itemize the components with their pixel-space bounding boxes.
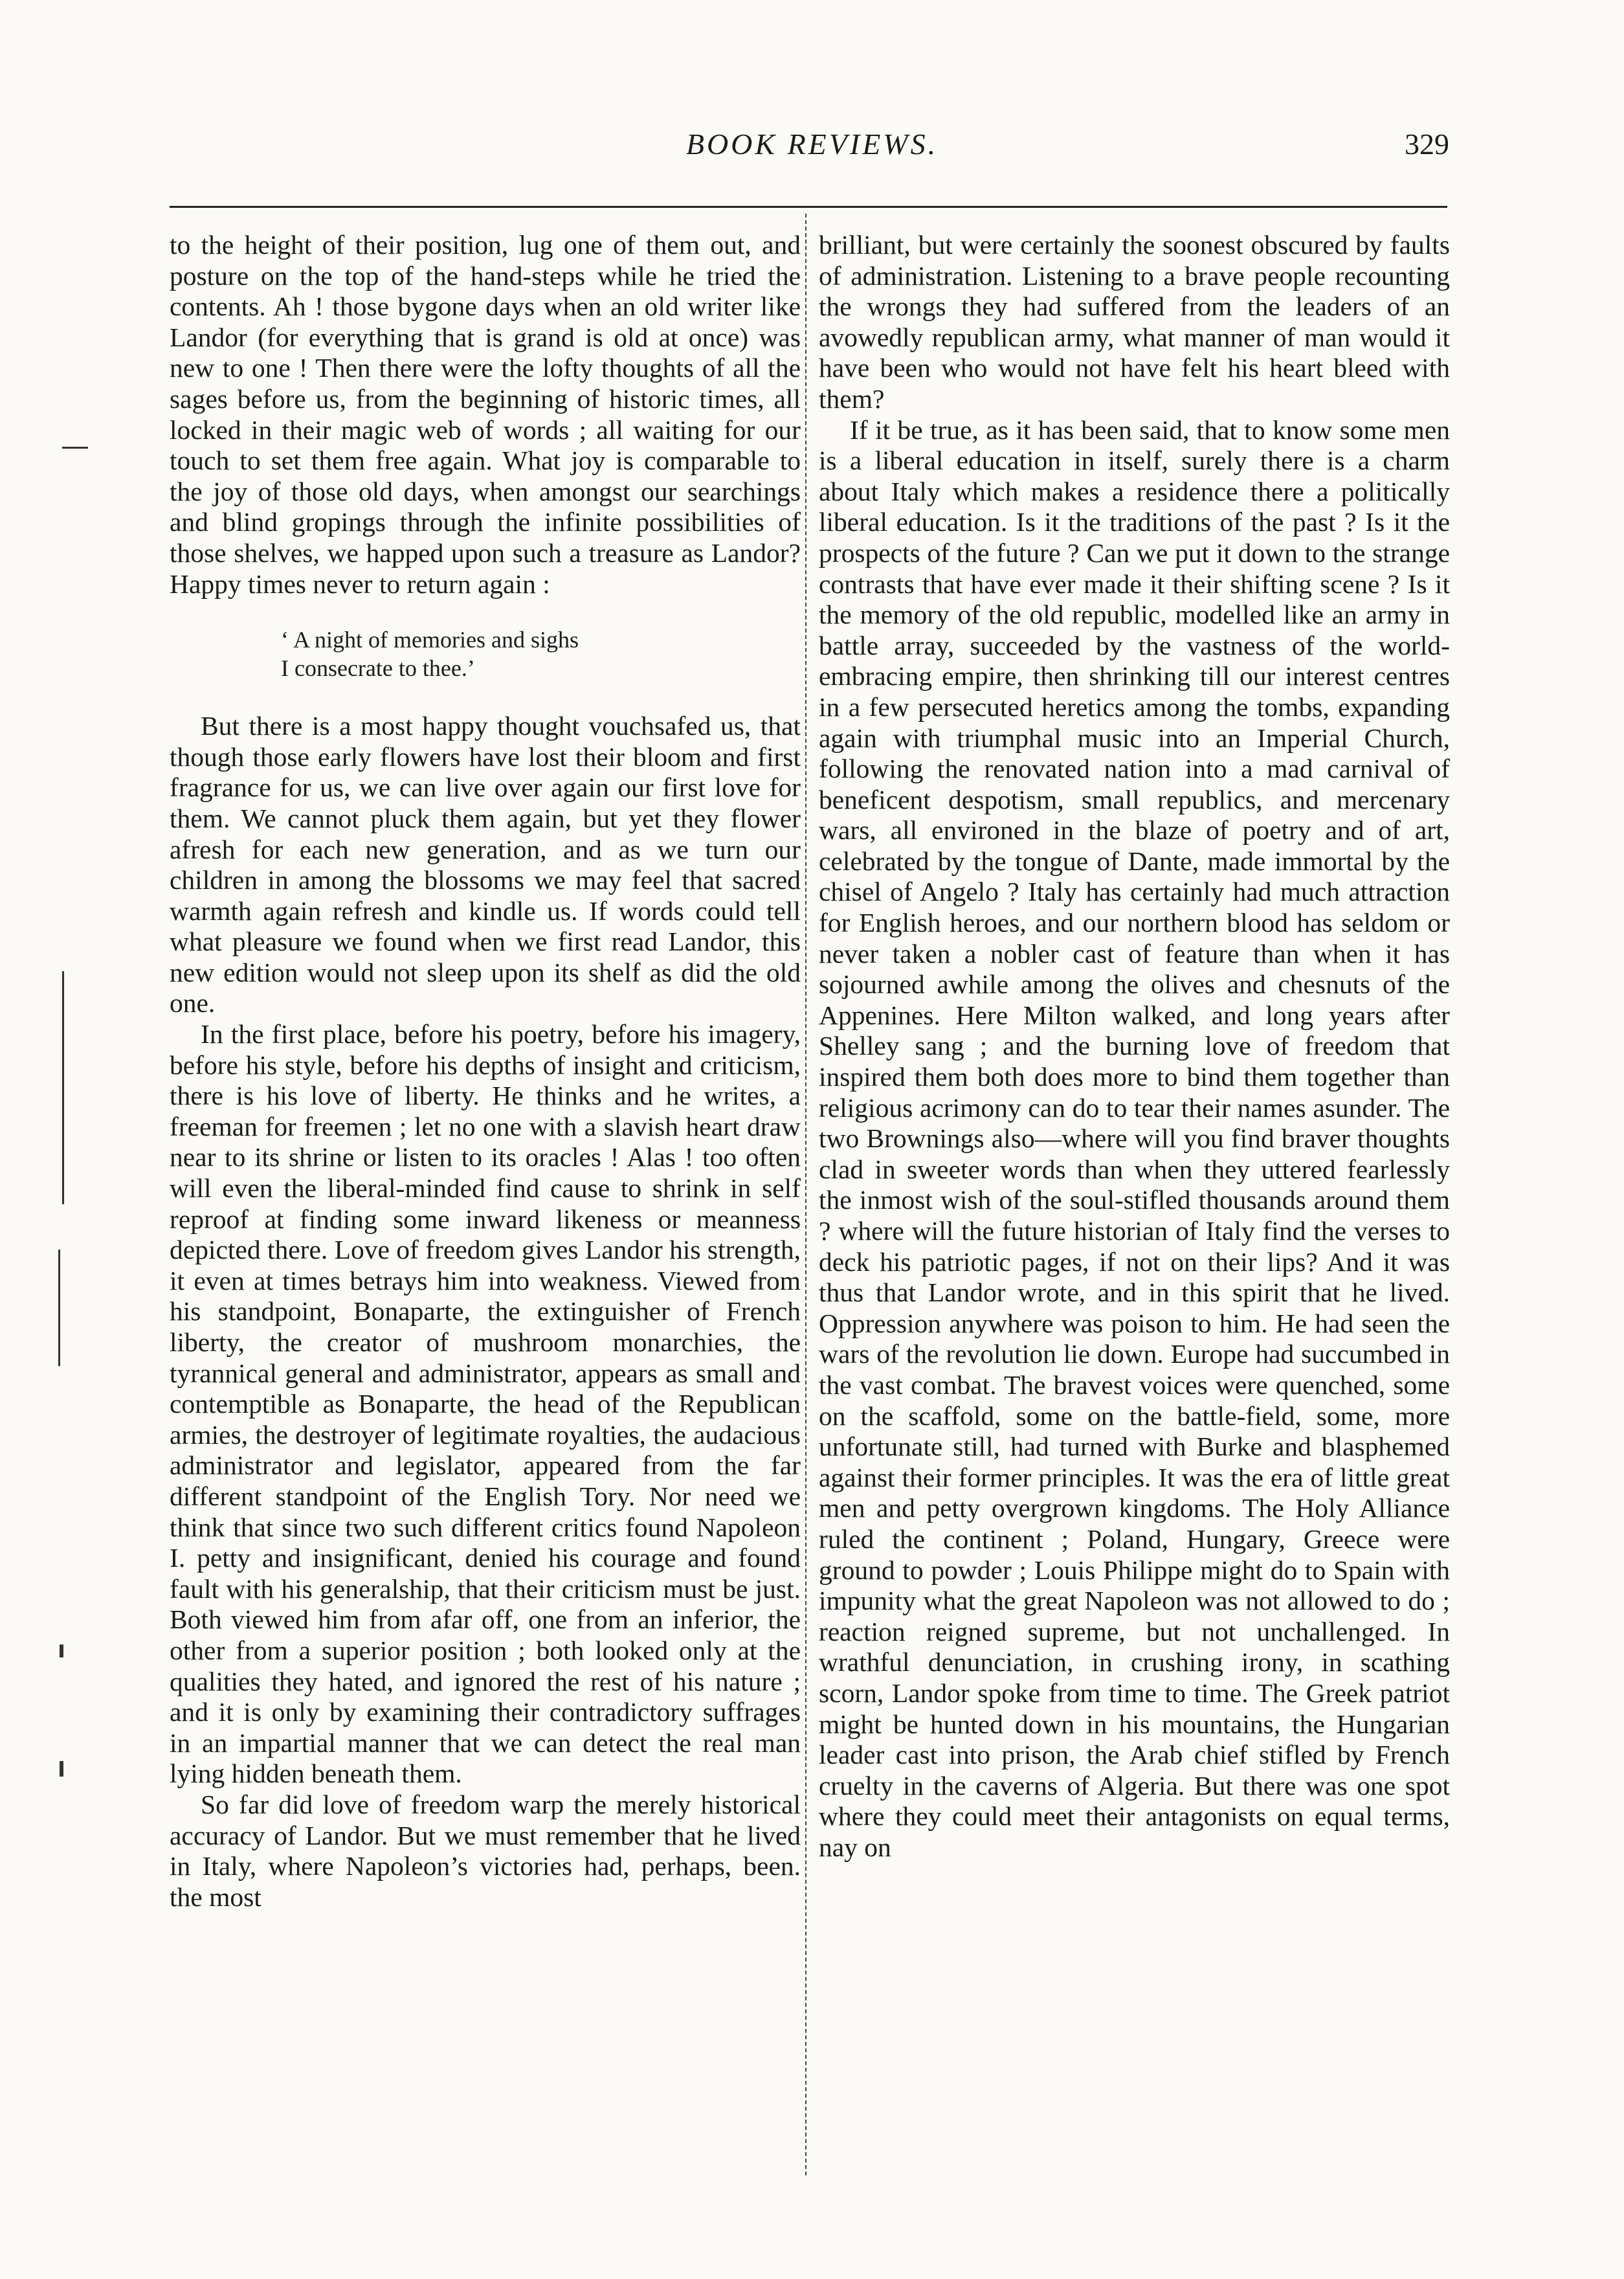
header-rule: [170, 206, 1447, 208]
paragraph: If it be true, as it has been said, that to know some men is a liberal education in itself, surely there is a charm about Italy which makes a residence there a politically liberal education. Is it the traditions of the past ? Is it the prospects of the future ? Can we put it down to the strange contrasts that have ever made it their shifting scene ? Is it the memory of the old republic, modelled like an army in battle array, succeeded by the vastness of the world-embracing empire, then shrinking till our interest centres in a few persecuted heretics among the tombs, expanding again with triumphal music into an Imperial Church, following the renovated nation into a mad carnival of beneficent despotism, small republics, and mercenary wars, all environed in the blaze of poetry and of art, celebrated by the tongue of Dante, made immortal by the chisel of Angelo ? Italy has certainly had much attraction for English heroes, and our northern blood has seldom or never taken a nobler cast of feature than when it has sojourned awhile among the olives and chesnuts of the Appenines. Here Milton walked, and long years after Shelley sang ; and the burning love of freedom that inspired them both does more to bind them together than religious acrimony can do to tear their names asunder. The two Brownings also—where will you find braver thoughts clad in sweeter words than when they uttered fearlessly the inmost wish of the soul-stifled thousands around them ? where will the future historian of Italy find the verses to deck his patriotic pages, if not on their lips? And it was thus that Landor wrote, and in this spirit that he lived. Oppression anywhere was poison to him. He had seen the wars of the revolution lie down. Europe had succumbed in the vast combat. The bravest voices were quenched, some on the scaffold, some on the battle-field, some, more unfortunate still, had turned with Burke and blasphemed against their former principles. It was the era of little great men and petty overgrown kingdoms. The Holy Alliance ruled the continent ; Poland, Hungary, Greece were ground to powder ; Louis Philippe might do to Spain with impunity what the great Napoleon was not allowed to do ; reaction reigned supreme, but not unchallenged. In wrathful denunciation, in crushing irony, in scathing scorn, Landor spoke from time to time. The Greek patriot might be hunted down in his mountains, the Hungarian leader cast into prison, the Arab chief stifled by French cruelty in the caverns of Algeria. But there was one spot where they could meet their antagonists on equal terms, nay on: [819, 414, 1450, 1862]
paragraph: So far did love of freedom warp the merely historical accuracy of Landor. But we must remember that he lived in Italy, where Napoleon’s victories had, perhaps, been. the most: [170, 1789, 801, 1912]
scan-mark: [62, 971, 64, 1204]
scan-mark: [58, 1250, 60, 1366]
paragraph: to the height of their position, lug one of them out, and posture on the top of the hand-steps while he tried the contents. Ah ! those bygone days when an old writer like Landor (for everything that is grand is old at once) was new to one ! Then there were the lofty thoughts of all the sages before us, from the beginning of historic times, all locked in their magic web of words ; all waiting for our touch to set them free again. What joy is comparable to the joy of those old days, when amongst our searchings and blind gropings through the infinite possibilities of those shelves, we happed upon such a treasure as Landor? Happy times never to return again :: [170, 230, 801, 599]
verse-line: I consecrate to thee.’: [281, 655, 475, 682]
running-head: [0, 127, 1624, 179]
scan-mark: [60, 1761, 63, 1777]
page-number: 329: [1405, 128, 1449, 161]
verse-quote: [170, 625, 801, 682]
column-divider: [805, 214, 806, 2175]
right-column: [819, 230, 1450, 1863]
paragraph: brilliant, but were certainly the soonest obscured by faults of administration. Listening to a brave people recounting the wrongs they had suffered from the leaders of an avowedly republican army, what manner of man would it have been who would not have felt his heart bleed with them?: [819, 230, 1450, 414]
paragraph: In the first place, before his poetry, before his imagery, before his style, before his depths of insight and criticism, there is his love of liberty. He thinks and he writes, a freeman for freemen ; let no one with a slavish heart draw near to its shrine or listen to its oracles ! Alas ! too often will even the liberal-minded find cause to shrink in self reproof at finding some inward likeness or meanness depicted there. Love of freedom gives Landor his strength, it even at times betrays him into weakness. Viewed from his standpoint, Bonaparte, the extinguisher of French liberty, the creator of mushroom monarchies, the tyrannical general and administrator, appears as small and contemptible as Bonaparte, the head of the Republican armies, the destroyer of legitimate royalties, the audacious administrator and legislator, appeared from the far different standpoint of the English Tory. Nor need we think that since two such different critics found Napoleon I. petty and insignificant, denied his courage and found fault with his generalship, that their criticism must be just. Both viewed him from afar off, one from an inferior, the other from a superior position ; both looked only at the qualities they hated, and ignored the rest of his nature ; and it is only by examining their contradictory suffrages in an impartial manner that we can detect the real man lying hidden beneath them.: [170, 1019, 801, 1789]
scan-mark: [60, 1645, 63, 1657]
scan-mark: [62, 447, 88, 449]
paragraph: But there is a most happy thought vouchsafed us, that though those early flowers have lost their bloom and first fragrance for us, we can live over again our first love for them. We cannot pluck them again, but yet they flower afresh for each new generation, and as we turn our children in among the blossoms we may feel that sacred warmth again refresh and kindle us. If words could tell what pleasure we found when we first read Landor, this new edition would not sleep upon its shelf as did the old one.: [170, 711, 801, 1018]
left-column: [170, 230, 801, 1913]
running-title: BOOK REVIEWS.: [685, 128, 939, 161]
margin-scan-marks: [0, 0, 129, 2279]
verse-line: ‘ A night of memories and sighs: [281, 627, 579, 653]
